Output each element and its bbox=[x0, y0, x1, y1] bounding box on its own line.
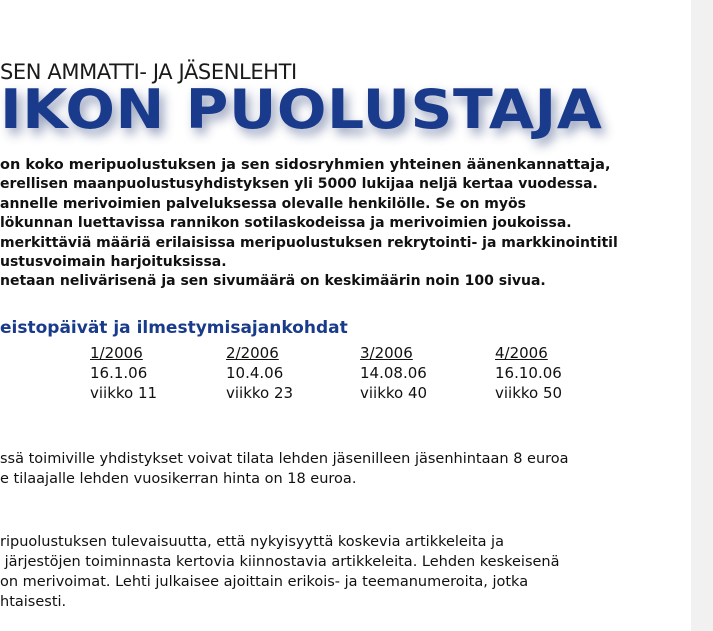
issue-date: 10.4.06 bbox=[226, 364, 284, 382]
content-line: on merivoimat. Lehti julkaisee ajoittain erikois- ja teemanumeroita, jotka bbox=[0, 574, 529, 590]
issue-week: viikko 50 bbox=[495, 384, 563, 402]
issue-date: 14.08.06 bbox=[360, 364, 427, 382]
subscription-paragraph bbox=[0, 449, 569, 489]
issue-number: 2/2006 bbox=[226, 344, 279, 362]
issue-column bbox=[226, 343, 293, 403]
intro-line: merkittäviä määriä erilaisissa meripuolustuksen rekrytointi- ja markkinointitil bbox=[0, 234, 618, 251]
issue-date: 16.10.06 bbox=[495, 364, 562, 382]
intro-line: erellisen maanpuolustusyhdistyksen yli 5000 lukijaa neljä kertaa vuodessa. bbox=[0, 176, 598, 193]
content-line: ripuolustuksen tulevaisuutta, että nykyisyyttä koskevia artikkeleita ja bbox=[0, 534, 504, 550]
content-line: htaisesti. bbox=[0, 594, 67, 610]
intro-line: lökunnan luettavissa rannikon sotilaskodeissa ja merivoimien joukoissa. bbox=[0, 215, 572, 232]
magazine-masthead: IKON PUOLUSTAJA bbox=[0, 78, 603, 141]
page-edge-stripe bbox=[691, 0, 713, 631]
subscription-line: e tilaajalle lehden vuosikerran hinta on 18 euroa. bbox=[0, 471, 357, 487]
issue-week: viikko 11 bbox=[90, 384, 158, 402]
schedule-heading: eistopäivät ja ilmestymisajankohdat bbox=[0, 318, 348, 338]
intro-line: annelle merivoimien palveluksessa olevalle henkilölle. Se on myös bbox=[0, 195, 526, 212]
issue-column bbox=[495, 343, 562, 403]
issue-date: 16.1.06 bbox=[90, 364, 148, 382]
intro-line: ustusvoimain harjoituksissa. bbox=[0, 254, 227, 271]
issue-number: 3/2006 bbox=[360, 344, 413, 362]
issue-week: viikko 40 bbox=[360, 384, 428, 402]
intro-paragraph bbox=[0, 156, 618, 292]
issue-number: 4/2006 bbox=[495, 344, 548, 362]
issue-column bbox=[90, 343, 157, 403]
content-line: järjestöjen toiminnasta kertovia kiinnostavia artikkeleita. Lehden keskeisenä bbox=[0, 554, 560, 570]
intro-line: netaan nelivärisenä ja sen sivumäärä on keskimäärin noin 100 sivua. bbox=[0, 273, 546, 290]
issue-column bbox=[360, 343, 427, 403]
intro-line: on koko meripuolustuksen ja sen sidosryhmien yhteinen äänenkannattaja, bbox=[0, 157, 611, 173]
content-paragraph bbox=[0, 532, 560, 612]
issue-week: viikko 23 bbox=[226, 384, 294, 402]
issue-number: 1/2006 bbox=[90, 344, 143, 362]
magazine-kicker: SEN AMMATTI- JA JÄSENLEHTI bbox=[0, 60, 297, 84]
subscription-line: ssä toimiville yhdistykset voivat tilata lehden jäsenilleen jäsenhintaan 8 euroa bbox=[0, 451, 569, 467]
